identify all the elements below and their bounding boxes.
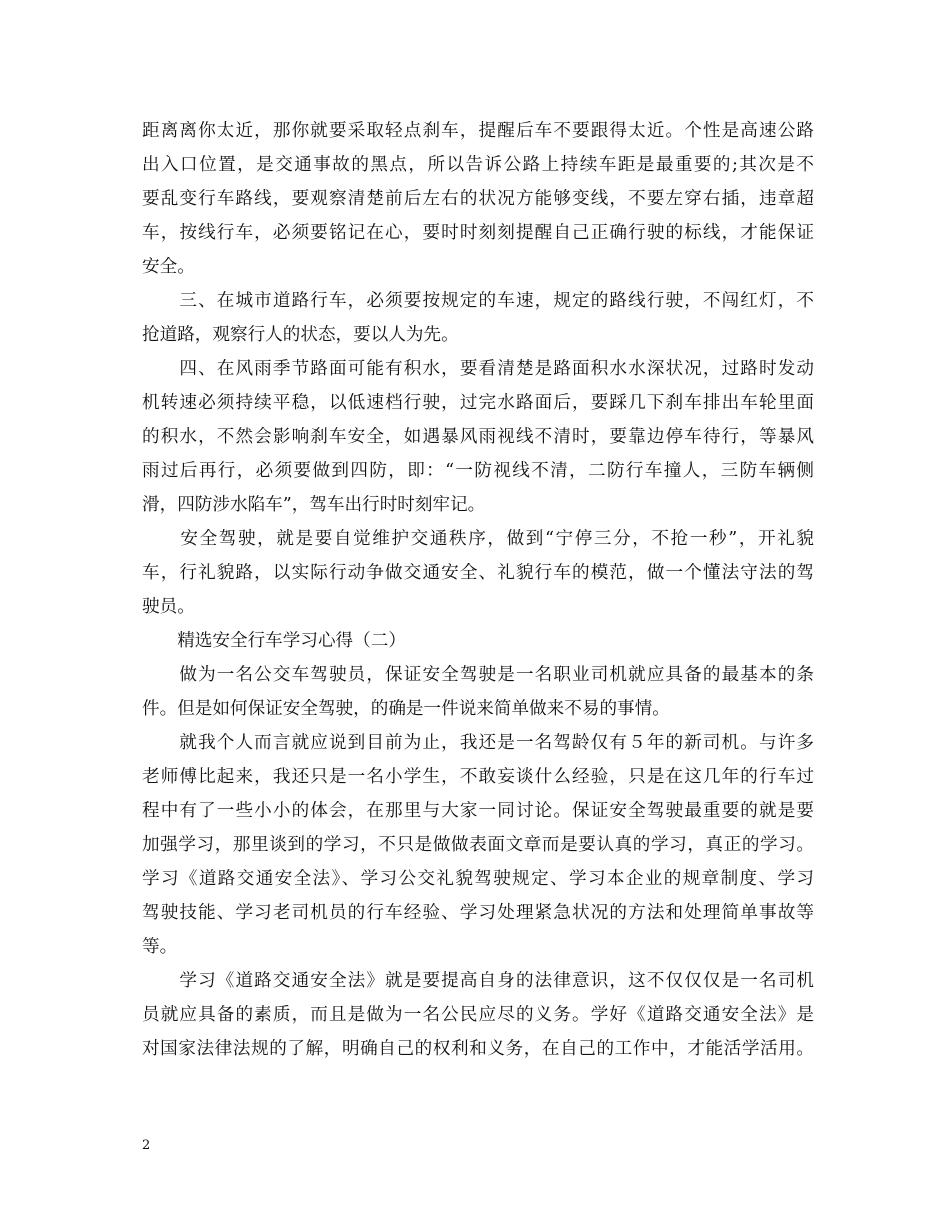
text-line: 车，按线行车，必须要铭记在心，要时时刻刻提醒自己正确行驶的标线，才能保证 xyxy=(142,223,814,243)
text-line: 要乱变行车路线，要观察清楚前后左右的状况方能够变线，不要左穿右插，违章超 xyxy=(142,189,814,209)
text-line: 老师傅比起来，我还只是一名小学生，不敢妄谈什么经验，只是在这几年的行车过 xyxy=(142,767,814,787)
text-line: 距离离你太近，那你就要采取轻点刹车，提醒后车不要跟得太近。个性是高速公路 xyxy=(142,121,814,141)
page-number: 2 xyxy=(142,1138,151,1153)
text-line: 件。但是如何保证安全驾驶，的确是一件说来简单做来不易的事情。 xyxy=(142,699,670,719)
text-line: 机转速必须持续平稳，以低速档行驶，过完水路面后，要踩几下刹车排出车轮里面 xyxy=(142,393,814,413)
text-line: 员就应具备的素质，而且是做为一名公民应尽的义务。学好《道路交通安全法》是 xyxy=(142,1005,814,1025)
text-line: 做为一名公交车驾驶员，保证安全驾驶是一名职业司机就应具备的最基本的条 xyxy=(142,665,814,685)
text-line: 抢道路，观察行人的状态，要以人为先。 xyxy=(142,325,459,345)
text-line: 学习《道路交通安全法》就是要提高自身的法律意识，这不仅仅仅是一名司机 xyxy=(142,971,814,991)
text-line: 加强学习，那里谈到的学习，不只是做做表面文章而是要认真的学习，真正的学习。 xyxy=(142,835,814,855)
text-line: 四、在风雨季节路面可能有积水，要看清楚是路面积水水深状况，过路时发动 xyxy=(142,359,814,379)
text-line: 滑，四防涉水陷车”，驾车出行时时刻牢记。 xyxy=(142,495,486,515)
section-heading: 精选安全行车学习心得（二） xyxy=(142,631,406,651)
text-line: 程中有了一些小小的体会，在那里与大家一同讨论。保证安全驾驶最重要的就是要 xyxy=(142,801,814,821)
text-line: 三、在城市道路行车，必须要按规定的车速，规定的路线行驶，不闯红灯，不 xyxy=(142,291,814,311)
text-line: 的积水，不然会影响刹车安全，如遇暴风雨视线不清时，要靠边停车待行，等暴风 xyxy=(142,427,814,447)
text-line: 安全。 xyxy=(142,257,195,277)
text-line: 就我个人而言就应说到目前为止，我还是一名驾龄仅有５年的新司机。与许多 xyxy=(142,733,814,753)
text-line: 等。 xyxy=(142,937,178,957)
text-line: 驶员。 xyxy=(142,597,195,617)
text-line: 雨过后再行，必须要做到四防，即：“一防视线不清，二防行车撞人，三防车辆侧 xyxy=(142,461,814,481)
text-line: 对国家法律法规的了解，明确自己的权利和义务，在自己的工作中，才能活学活用。 xyxy=(142,1039,814,1059)
text-line: 车，行礼貌路，以实际行动争做交通安全、礼貌行车的模范，做一个懂法守法的驾 xyxy=(142,563,814,583)
document-body xyxy=(142,114,814,1066)
text-line: 驾驶技能、学习老司机员的行车经验、学习处理紧急状况的方法和处理简单事故等 xyxy=(142,903,814,923)
text-line: 学习《道路交通安全法》、学习公交礼貌驾驶规定、学习本企业的规章制度、学习 xyxy=(142,869,814,889)
text-line: 安全驾驶，就是要自觉维护交通秩序，做到“宁停三分，不抢一秒”，开礼貌 xyxy=(142,529,814,549)
text-line: 出入口位置，是交通事故的黑点，所以告诉公路上持续车距是最重要的;其次是不 xyxy=(142,155,814,175)
